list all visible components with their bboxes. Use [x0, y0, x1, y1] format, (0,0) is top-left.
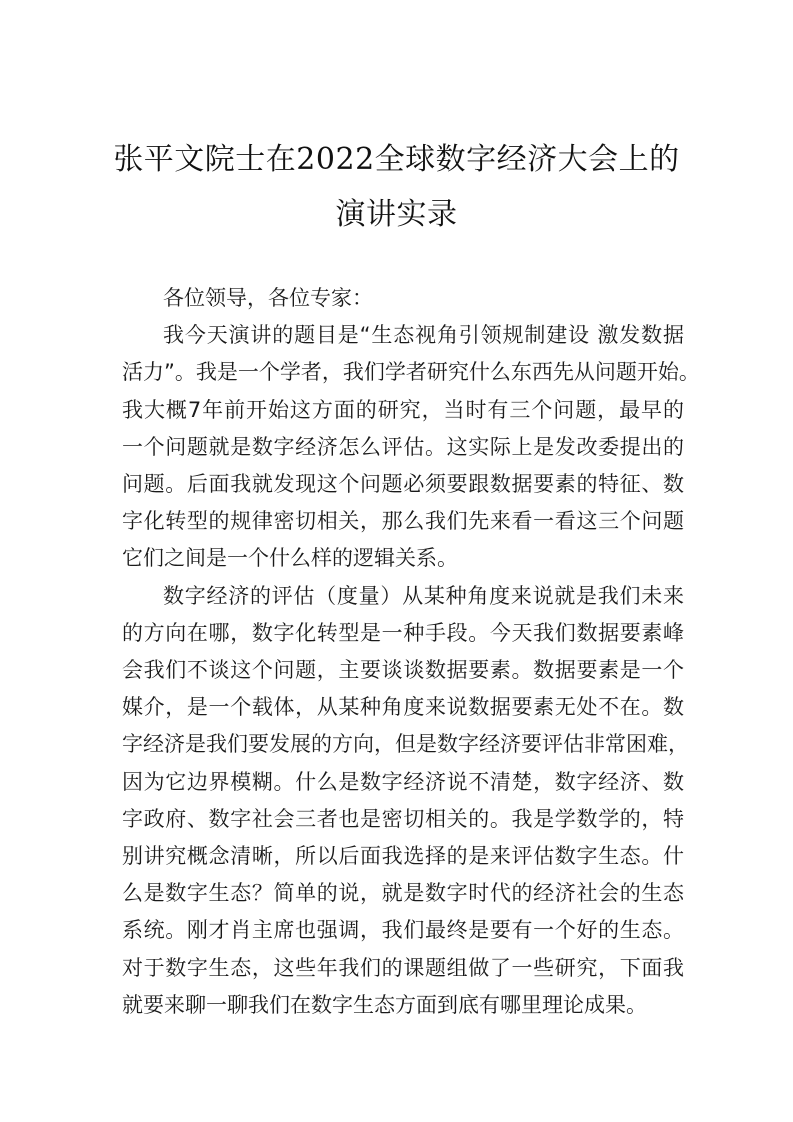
body-text-line: 它们之间是一个什么样的逻辑关系。	[122, 546, 458, 571]
body-text-line: 一个问题就是数字经济怎么评估。这实际上是发改委提出的	[122, 434, 684, 459]
body-text-line: 因为它边界模糊。什么是数字经济说不清楚，数字经济、数	[122, 769, 684, 794]
body-text-line: 字经济是我们要发展的方向，但是数字经济要评估非常困难，	[122, 732, 689, 757]
document-title-line-2: 演讲实录	[335, 197, 458, 232]
body-text-line: 数字经济的评估（度量）从某种角度来说就是我们未来	[163, 583, 684, 608]
body-text-line: 我今天演讲的题目是“生态视角引领规制建设 激发数据	[163, 323, 684, 348]
body-text-line: 系统。刚才肖主席也强调，我们最终是要有一个好的生态。	[122, 918, 684, 943]
body-text-line: 就要来聊一聊我们在数字生态方面到底有哪里理论成果。	[122, 992, 647, 1017]
body-text-line: 会我们不谈这个问题，主要谈谈数据要素。数据要素是一个	[122, 658, 684, 682]
body-text-line: 媒介，是一个载体，从某种角度来说数据要素无处不在。数	[122, 695, 684, 720]
body-text-line: 各位领导，各位专家：	[163, 286, 373, 310]
body-text-line: 字政府、数字社会三者也是密切相关的。我是学数学的，特	[122, 806, 684, 831]
body-text-line: 我大概7年前开始这方面的研究，当时有三个问题，最早的	[122, 397, 684, 422]
body-text-line: 字化转型的规律密切相关，那么我们先来看一看这三个问题	[122, 509, 684, 534]
body-text-line: 的方向在哪，数字化转型是一种手段。今天我们数据要素峰	[122, 620, 684, 645]
document-title-line-1: 张平文院士在2022全球数字经济大会上的	[113, 142, 680, 177]
body-text-line: 问题。后面我就发现这个问题必须要跟数据要素的特征、数	[122, 472, 684, 496]
body-text-line: 对于数字生态，这些年我们的课题组做了一些研究，下面我	[122, 955, 684, 980]
body-text-line: 别讲究概念清晰，所以后面我选择的是来评估数字生态。什	[122, 844, 684, 868]
body-text-line: 活力”。我是一个学者，我们学者研究什么东西先从问题开始。	[122, 360, 700, 385]
body-text-line: 么是数字生态？简单的说，就是数字时代的经济社会的生态	[122, 881, 684, 906]
